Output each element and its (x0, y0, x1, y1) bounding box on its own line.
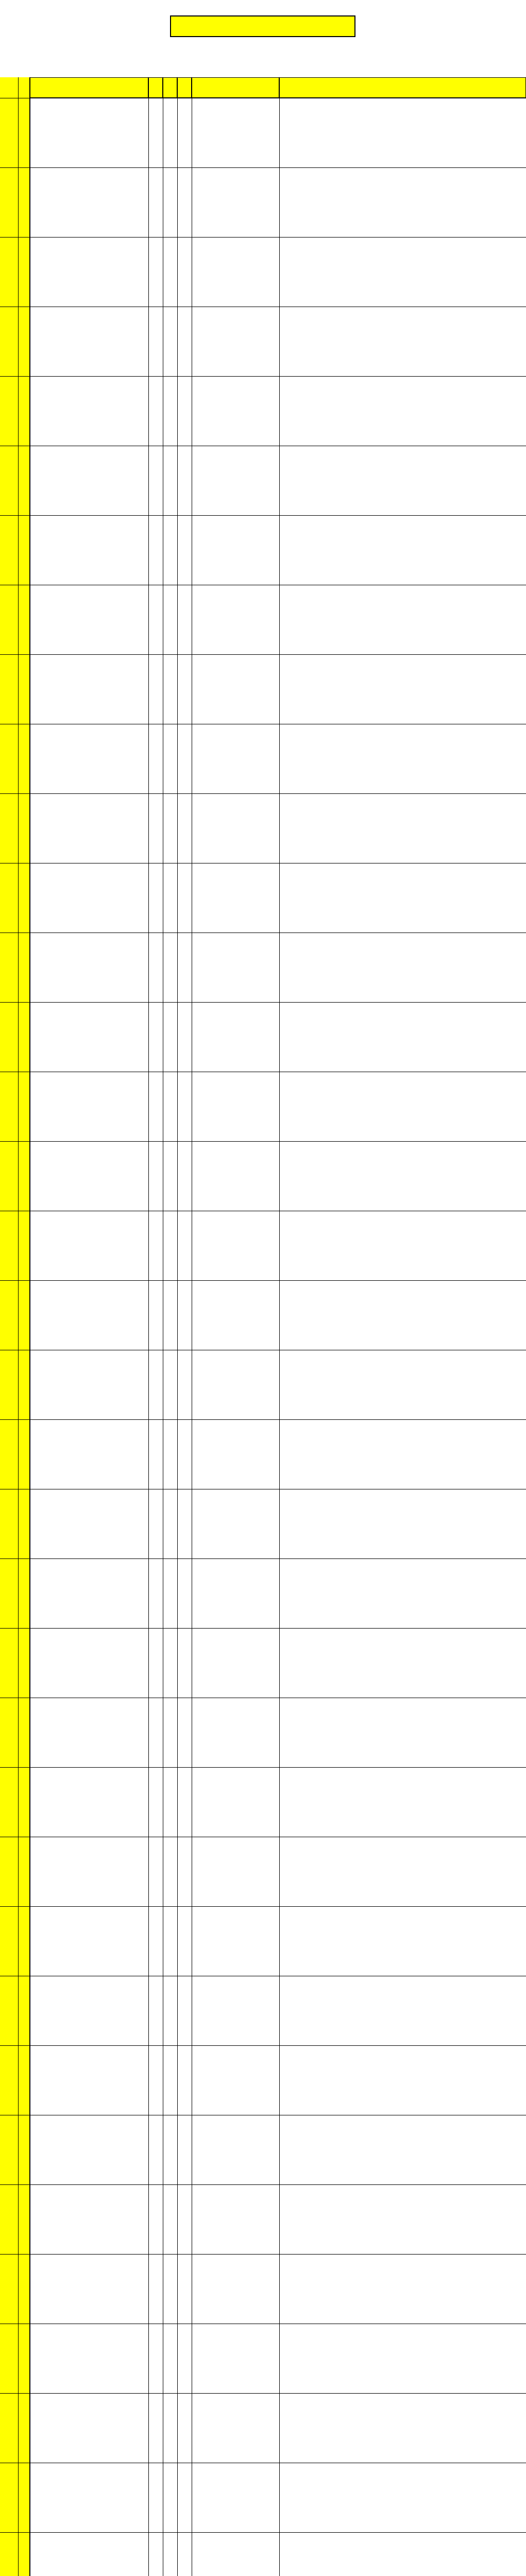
no-cell (177, 794, 192, 863)
partial-cell (163, 794, 177, 863)
table-row (0, 2254, 526, 2324)
efforts-cell (192, 1768, 279, 1837)
table-row (0, 167, 526, 237)
no-cell (177, 1837, 192, 1906)
table-row (0, 1628, 526, 1698)
no-cell (177, 446, 192, 515)
no-cell (177, 2255, 192, 2324)
partial-cell (163, 1559, 177, 1628)
table-row (0, 237, 526, 307)
partial-cell (163, 933, 177, 1002)
no-cell (177, 98, 192, 167)
table-row (0, 98, 526, 167)
yes-cell (148, 1489, 163, 1558)
yes-cell (148, 933, 163, 1002)
no-cell (177, 2115, 192, 2184)
column-header-item (30, 77, 148, 98)
yes-cell (148, 794, 163, 863)
no-cell (177, 238, 192, 307)
partial-cell (163, 1489, 177, 1558)
efforts-cell (192, 446, 279, 515)
yes-cell (148, 2046, 163, 2115)
table-row (0, 1211, 526, 1280)
item-cell (30, 516, 148, 585)
no-cell (177, 1698, 192, 1767)
improvement-cell (279, 446, 526, 515)
table-row (0, 1837, 526, 1906)
improvement-cell (279, 2324, 526, 2393)
no-cell (177, 2046, 192, 2115)
improvement-cell (279, 1698, 526, 1767)
partial-cell (163, 1629, 177, 1698)
yes-cell (148, 2115, 163, 2184)
yes-cell (148, 1837, 163, 1906)
efforts-cell (192, 1629, 279, 1698)
efforts-cell (192, 1281, 279, 1350)
yes-cell (148, 2324, 163, 2393)
table-row (0, 307, 526, 376)
improvement-cell (279, 933, 526, 1002)
no-cell (177, 2394, 192, 2463)
partial-cell (163, 1350, 177, 1419)
efforts-cell (192, 1837, 279, 1906)
item-cell (30, 1907, 148, 1976)
item-cell (30, 307, 148, 376)
yes-cell (148, 2185, 163, 2254)
improvement-cell (279, 1281, 526, 1350)
efforts-cell (192, 1003, 279, 1072)
improvement-cell (279, 1976, 526, 2045)
item-cell (30, 238, 148, 307)
evaluation-table (0, 77, 526, 2576)
efforts-cell (192, 1142, 279, 1211)
improvement-cell (279, 1211, 526, 1280)
partial-cell (163, 1976, 177, 2045)
improvement-cell (279, 863, 526, 933)
table-row (0, 2393, 526, 2463)
table-row (0, 2184, 526, 2254)
table-row (0, 1002, 526, 1072)
partial-cell (163, 1211, 177, 1280)
no-cell (177, 1976, 192, 2045)
improvement-cell (279, 2394, 526, 2463)
efforts-cell (192, 516, 279, 585)
partial-cell (163, 377, 177, 446)
column-header-yes (148, 77, 163, 98)
table-row (0, 1698, 526, 1767)
item-cell (30, 168, 148, 237)
table-row (0, 1072, 526, 1141)
no-cell (177, 863, 192, 933)
table-row (0, 1767, 526, 1837)
improvement-cell (279, 1837, 526, 1906)
no-cell (177, 1907, 192, 1976)
partial-cell (163, 446, 177, 515)
partial-cell (163, 1837, 177, 1906)
yes-cell (148, 1420, 163, 1489)
yes-cell (148, 446, 163, 515)
table-row (0, 446, 526, 515)
improvement-cell (279, 2255, 526, 2324)
item-cell (30, 98, 148, 167)
table-row (0, 933, 526, 1002)
item-cell (30, 2533, 148, 2576)
efforts-cell (192, 1976, 279, 2045)
efforts-cell (192, 794, 279, 863)
item-cell (30, 1420, 148, 1489)
efforts-cell (192, 1907, 279, 1976)
yes-cell (148, 377, 163, 446)
improvement-cell (279, 2046, 526, 2115)
partial-cell (163, 307, 177, 376)
item-cell (30, 1629, 148, 1698)
partial-cell (163, 98, 177, 167)
yes-cell (148, 2255, 163, 2324)
column-header-efforts (192, 77, 279, 98)
efforts-cell (192, 377, 279, 446)
item-cell (30, 1489, 148, 1558)
yes-cell (148, 168, 163, 237)
efforts-cell (192, 2394, 279, 2463)
item-cell (30, 655, 148, 724)
yes-cell (148, 1907, 163, 1976)
partial-cell (163, 2115, 177, 2184)
table-row (0, 863, 526, 933)
yes-cell (148, 1698, 163, 1767)
yes-cell (148, 238, 163, 307)
table-row (0, 376, 526, 446)
item-cell (30, 1559, 148, 1628)
efforts-cell (192, 2463, 279, 2532)
yes-cell (148, 516, 163, 585)
efforts-cell (192, 1698, 279, 1767)
no-cell (177, 307, 192, 376)
efforts-cell (192, 724, 279, 793)
yes-cell (148, 1629, 163, 1698)
improvement-cell (279, 655, 526, 724)
title-bar (170, 15, 355, 37)
no-cell (177, 933, 192, 1002)
yes-cell (148, 1350, 163, 1419)
no-cell (177, 1420, 192, 1489)
item-cell (30, 2185, 148, 2254)
yes-cell (148, 1072, 163, 1141)
efforts-cell (192, 307, 279, 376)
partial-cell (163, 2255, 177, 2324)
improvement-cell (279, 1142, 526, 1211)
improvement-cell (279, 238, 526, 307)
yes-cell (148, 1281, 163, 1350)
improvement-cell (279, 1072, 526, 1141)
improvement-cell (279, 1003, 526, 1072)
efforts-cell (192, 1350, 279, 1419)
yes-cell (148, 1768, 163, 1837)
partial-cell (163, 1698, 177, 1767)
table-row (0, 2045, 526, 2115)
efforts-cell (192, 2533, 279, 2576)
table-row (0, 1280, 526, 1350)
yes-cell (148, 2394, 163, 2463)
improvement-cell (279, 1559, 526, 1628)
item-cell (30, 794, 148, 863)
item-cell (30, 377, 148, 446)
partial-cell (163, 2324, 177, 2393)
table-row (0, 1419, 526, 1489)
improvement-cell (279, 585, 526, 654)
yes-cell (148, 2533, 163, 2576)
item-cell (30, 933, 148, 1002)
partial-cell (163, 2394, 177, 2463)
no-cell (177, 168, 192, 237)
item-cell (30, 2463, 148, 2532)
yes-cell (148, 2463, 163, 2532)
table-row (0, 2115, 526, 2184)
efforts-cell (192, 2255, 279, 2324)
no-cell (177, 2324, 192, 2393)
partial-cell (163, 2046, 177, 2115)
no-cell (177, 1003, 192, 1072)
efforts-cell (192, 1489, 279, 1558)
no-cell (177, 2463, 192, 2532)
no-cell (177, 2533, 192, 2576)
partial-cell (163, 1768, 177, 1837)
item-cell (30, 863, 148, 933)
improvement-cell (279, 1629, 526, 1698)
yes-cell (148, 1976, 163, 2045)
no-cell (177, 724, 192, 793)
yes-cell (148, 724, 163, 793)
improvement-cell (279, 2463, 526, 2532)
table-row (0, 515, 526, 585)
efforts-cell (192, 2046, 279, 2115)
improvement-cell (279, 1907, 526, 1976)
yes-cell (148, 1211, 163, 1280)
yes-cell (148, 1559, 163, 1628)
no-cell (177, 516, 192, 585)
table-row (0, 1141, 526, 1211)
yes-cell (148, 1003, 163, 1072)
yes-cell (148, 585, 163, 654)
item-cell (30, 1003, 148, 1072)
improvement-cell (279, 1768, 526, 1837)
partial-cell (163, 1907, 177, 1976)
improvement-cell (279, 516, 526, 585)
no-cell (177, 1629, 192, 1698)
partial-cell (163, 168, 177, 237)
no-cell (177, 377, 192, 446)
table-row (0, 2532, 526, 2576)
item-cell (30, 585, 148, 654)
improvement-cell (279, 1420, 526, 1489)
efforts-cell (192, 2185, 279, 2254)
table-row (0, 654, 526, 724)
column-header-partial (163, 77, 177, 98)
improvement-cell (279, 168, 526, 237)
table-row (0, 1976, 526, 2045)
table-row (0, 793, 526, 863)
column-header-improvement (279, 77, 526, 98)
partial-cell (163, 1072, 177, 1141)
no-cell (177, 1768, 192, 1837)
partial-cell (163, 724, 177, 793)
improvement-cell (279, 794, 526, 863)
no-cell (177, 1072, 192, 1141)
efforts-cell (192, 1559, 279, 1628)
improvement-cell (279, 2185, 526, 2254)
efforts-cell (192, 1420, 279, 1489)
partial-cell (163, 655, 177, 724)
item-cell (30, 1976, 148, 2045)
item-cell (30, 2324, 148, 2393)
efforts-cell (192, 238, 279, 307)
item-cell (30, 1211, 148, 1280)
improvement-cell (279, 1350, 526, 1419)
improvement-cell (279, 1489, 526, 1558)
partial-cell (163, 1142, 177, 1211)
item-cell (30, 1281, 148, 1350)
item-cell (30, 2255, 148, 2324)
no-cell (177, 1559, 192, 1628)
item-cell (30, 1698, 148, 1767)
partial-cell (163, 2533, 177, 2576)
no-cell (177, 1211, 192, 1280)
item-cell (30, 2046, 148, 2115)
yes-cell (148, 655, 163, 724)
partial-cell (163, 863, 177, 933)
partial-cell (163, 2463, 177, 2532)
item-cell (30, 2115, 148, 2184)
item-cell (30, 446, 148, 515)
no-cell (177, 1489, 192, 1558)
efforts-cell (192, 655, 279, 724)
efforts-cell (192, 1072, 279, 1141)
partial-cell (163, 2185, 177, 2254)
table-row (0, 1906, 526, 1976)
partial-cell (163, 1003, 177, 1072)
yes-cell (148, 307, 163, 376)
efforts-cell (192, 863, 279, 933)
improvement-cell (279, 724, 526, 793)
partial-cell (163, 1281, 177, 1350)
column-header-no (177, 77, 192, 98)
partial-cell (163, 1420, 177, 1489)
table-row (0, 1489, 526, 1558)
efforts-cell (192, 933, 279, 1002)
table-row (0, 724, 526, 793)
improvement-cell (279, 2115, 526, 2184)
improvement-cell (279, 307, 526, 376)
yes-cell (148, 863, 163, 933)
efforts-cell (192, 2324, 279, 2393)
efforts-cell (192, 2115, 279, 2184)
efforts-cell (192, 585, 279, 654)
item-cell (30, 1072, 148, 1141)
item-cell (30, 1768, 148, 1837)
table-row (0, 2463, 526, 2532)
improvement-cell (279, 377, 526, 446)
item-cell (30, 2394, 148, 2463)
table-row (0, 2324, 526, 2393)
efforts-cell (192, 98, 279, 167)
improvement-cell (279, 98, 526, 167)
item-cell (30, 1142, 148, 1211)
yes-cell (148, 98, 163, 167)
partial-cell (163, 585, 177, 654)
no-cell (177, 1142, 192, 1211)
no-cell (177, 1281, 192, 1350)
item-cell (30, 1350, 148, 1419)
partial-cell (163, 238, 177, 307)
item-cell (30, 724, 148, 793)
no-cell (177, 585, 192, 654)
table-row (0, 585, 526, 654)
table-row (0, 1558, 526, 1628)
improvement-cell (279, 2533, 526, 2576)
meta-row (0, 52, 526, 77)
yes-cell (148, 1142, 163, 1211)
no-cell (177, 655, 192, 724)
partial-cell (163, 516, 177, 585)
no-cell (177, 2185, 192, 2254)
no-cell (177, 1350, 192, 1419)
table-row (0, 1350, 526, 1419)
efforts-cell (192, 168, 279, 237)
efforts-cell (192, 1211, 279, 1280)
item-cell (30, 1837, 148, 1906)
